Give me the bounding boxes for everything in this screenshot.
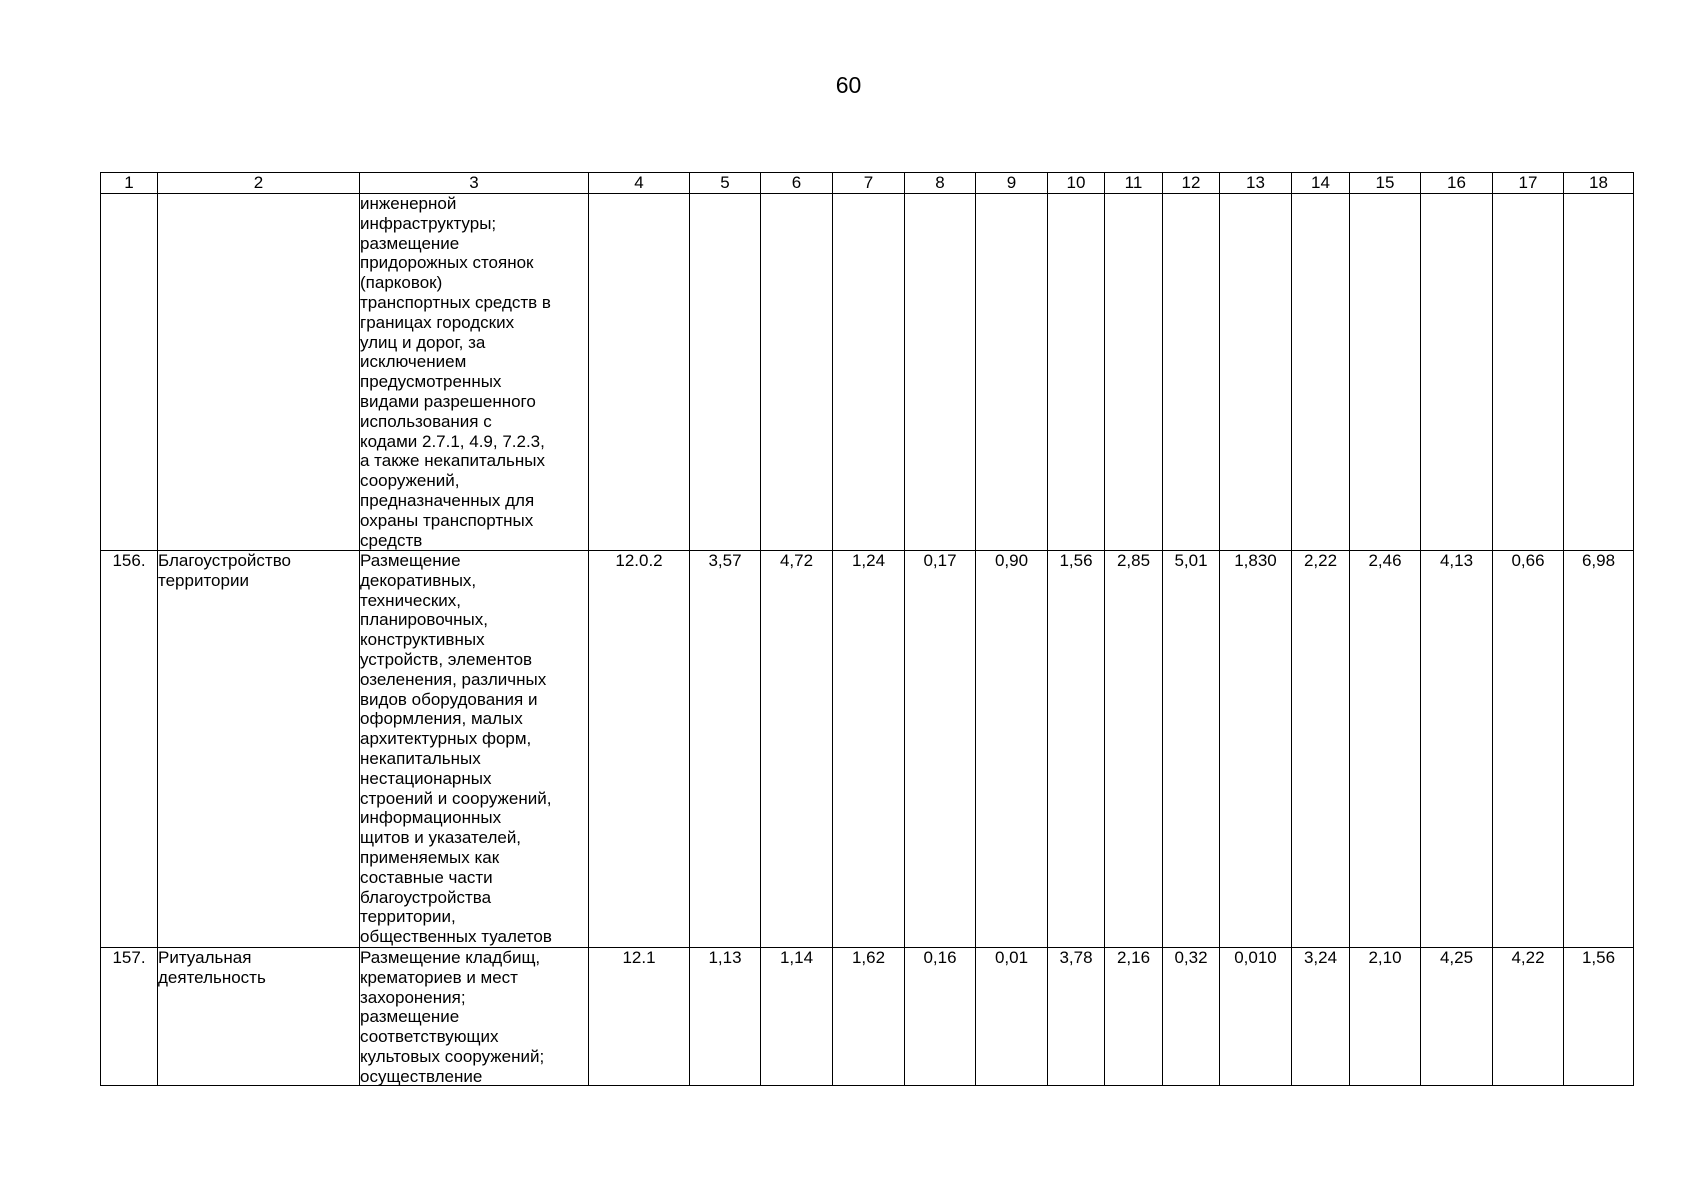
description-line: озеленения, различных <box>360 669 547 689</box>
value-cell-col-12: 0,32 <box>1163 948 1220 1086</box>
value-cell-col-18: 6,98 <box>1564 551 1634 948</box>
column-header-16: 16 <box>1421 173 1493 194</box>
description-line: оформления, малых <box>360 709 523 729</box>
description-line: исключением <box>360 352 467 372</box>
value-cell-col-12 <box>1163 194 1220 551</box>
value-cell-col-6 <box>761 194 833 551</box>
description-line: применяемых как <box>360 847 500 867</box>
description-line: (парковок) <box>360 273 443 293</box>
value-cell-col-17: 4,22 <box>1493 948 1564 1086</box>
description-line: придорожных стоянок <box>360 253 534 273</box>
description-line: планировочных, <box>360 610 488 630</box>
description-line: строений и сооружений, <box>360 788 552 808</box>
value-cell-col-16: 4,25 <box>1421 948 1493 1086</box>
description-line: охраны транспортных <box>360 510 534 530</box>
value-cell-col-11 <box>1105 194 1163 551</box>
value-cell-col-7 <box>833 194 905 551</box>
table-row <box>101 194 1634 551</box>
description-line: захоронения; <box>360 987 466 1007</box>
value-cell-col-17: 0,66 <box>1493 551 1564 948</box>
name-line: деятельность <box>158 967 266 987</box>
column-header-5: 5 <box>690 173 761 194</box>
value-cell-col-18: 1,56 <box>1564 948 1634 1086</box>
description-line: общественных туалетов <box>360 927 552 947</box>
description-line: декоративных, <box>360 570 477 590</box>
description-line: щитов и указателей, <box>360 828 522 848</box>
value-cell-col-15: 2,46 <box>1350 551 1421 948</box>
column-header-10: 10 <box>1048 173 1105 194</box>
land-use-code <box>589 194 690 551</box>
table-header-row <box>101 173 1634 194</box>
description-line: средств <box>360 530 423 550</box>
column-header-17: 17 <box>1493 173 1564 194</box>
value-cell-col-10: 3,78 <box>1048 948 1105 1086</box>
description-line: осуществление <box>360 1066 483 1085</box>
name-line: Ритуальная <box>158 948 252 967</box>
value-cell-col-15 <box>1350 194 1421 551</box>
value-cell-col-6: 4,72 <box>761 551 833 948</box>
column-header-1: 1 <box>101 173 158 194</box>
description-line: благоустройства <box>360 887 492 907</box>
value-cell-col-15: 2,10 <box>1350 948 1421 1086</box>
value-cell-col-14: 3,24 <box>1292 948 1350 1086</box>
land-use-description <box>360 194 589 551</box>
description-line: архитектурных форм, <box>360 729 532 749</box>
value-cell-col-11: 2,85 <box>1105 551 1163 948</box>
column-header-15: 15 <box>1350 173 1421 194</box>
description-line: крематориев и мест <box>360 967 518 987</box>
table-row <box>101 948 1634 1086</box>
description-line: границах городских <box>360 312 515 332</box>
description-line: кодами 2.7.1, 4.9, 7.2.3, <box>360 431 545 451</box>
land-use-name <box>158 948 360 1086</box>
value-cell-col-8 <box>905 194 976 551</box>
column-header-9: 9 <box>976 173 1048 194</box>
row-number: 156. <box>101 551 158 948</box>
land-use-name <box>158 551 360 948</box>
column-header-3: 3 <box>360 173 589 194</box>
description-line: а также некапитальных <box>360 451 545 471</box>
description-line: Размещение <box>360 551 461 570</box>
description-line: инженерной <box>360 194 457 213</box>
column-header-7: 7 <box>833 173 905 194</box>
value-cell-col-5: 3,57 <box>690 551 761 948</box>
description-line: соответствующих <box>360 1027 499 1047</box>
column-header-14: 14 <box>1292 173 1350 194</box>
land-use-description <box>360 551 589 948</box>
name-line: Благоустройство <box>158 551 292 570</box>
value-cell-col-16 <box>1421 194 1493 551</box>
table-row <box>101 551 1634 948</box>
description-line: конструктивных <box>360 630 485 650</box>
value-cell-col-12: 5,01 <box>1163 551 1220 948</box>
description-line: некапитальных <box>360 748 481 768</box>
row-number <box>101 194 158 551</box>
value-cell-col-13: 0,010 <box>1220 948 1292 1086</box>
description-line: размещение <box>360 1007 460 1027</box>
value-cell-col-9 <box>976 194 1048 551</box>
value-cell-col-9: 0,90 <box>976 551 1048 948</box>
value-cell-col-8: 0,17 <box>905 551 976 948</box>
description-line: размещение <box>360 233 460 253</box>
value-cell-col-13: 1,830 <box>1220 551 1292 948</box>
column-header-11: 11 <box>1105 173 1163 194</box>
description-line: устройств, элементов <box>360 649 533 669</box>
value-cell-col-10 <box>1048 194 1105 551</box>
description-line: территории, <box>360 907 456 927</box>
value-cell-col-11: 2,16 <box>1105 948 1163 1086</box>
description-line: видов оборудования и <box>360 689 538 709</box>
description-line: использования с <box>360 411 492 431</box>
name-line: территории <box>158 570 249 590</box>
value-cell-col-17 <box>1493 194 1564 551</box>
column-header-4: 4 <box>589 173 690 194</box>
land-use-name <box>158 194 360 551</box>
value-cell-col-7: 1,62 <box>833 948 905 1086</box>
value-cell-col-9: 0,01 <box>976 948 1048 1086</box>
description-line: сооружений, <box>360 471 460 491</box>
column-header-2: 2 <box>158 173 360 194</box>
value-cell-col-10: 1,56 <box>1048 551 1105 948</box>
table-body <box>101 194 1634 1086</box>
description-line: предназначенных для <box>360 490 535 510</box>
land-use-code: 12.1 <box>589 948 690 1086</box>
value-cell-col-5 <box>690 194 761 551</box>
value-cell-col-14: 2,22 <box>1292 551 1350 948</box>
description-line: нестационарных <box>360 768 492 788</box>
description-line: информационных <box>360 808 502 828</box>
column-header-8: 8 <box>905 173 976 194</box>
value-cell-col-16: 4,13 <box>1421 551 1493 948</box>
row-number: 157. <box>101 948 158 1086</box>
value-cell-col-14 <box>1292 194 1350 551</box>
land-use-description <box>360 948 589 1086</box>
description-line: культовых сооружений; <box>360 1046 545 1066</box>
description-line: предусмотренных <box>360 372 502 392</box>
column-header-6: 6 <box>761 173 833 194</box>
land-use-code: 12.0.2 <box>589 551 690 948</box>
value-cell-col-18 <box>1564 194 1634 551</box>
description-line: технических, <box>360 590 462 610</box>
description-line: Размещение кладбищ, <box>360 948 541 967</box>
description-line: инфраструктуры; <box>360 213 497 233</box>
value-cell-col-6: 1,14 <box>761 948 833 1086</box>
column-header-12: 12 <box>1163 173 1220 194</box>
value-cell-col-13 <box>1220 194 1292 551</box>
description-line: составные части <box>360 867 493 887</box>
value-cell-col-8: 0,16 <box>905 948 976 1086</box>
data-table <box>100 172 1634 1086</box>
description-line: транспортных средств в <box>360 292 551 312</box>
value-cell-col-7: 1,24 <box>833 551 905 948</box>
column-header-13: 13 <box>1220 173 1292 194</box>
column-header-18: 18 <box>1564 173 1634 194</box>
page-number: 60 <box>835 72 862 98</box>
description-line: улиц и дорог, за <box>360 332 486 352</box>
description-line: видами разрешенного <box>360 391 536 411</box>
value-cell-col-5: 1,13 <box>690 948 761 1086</box>
